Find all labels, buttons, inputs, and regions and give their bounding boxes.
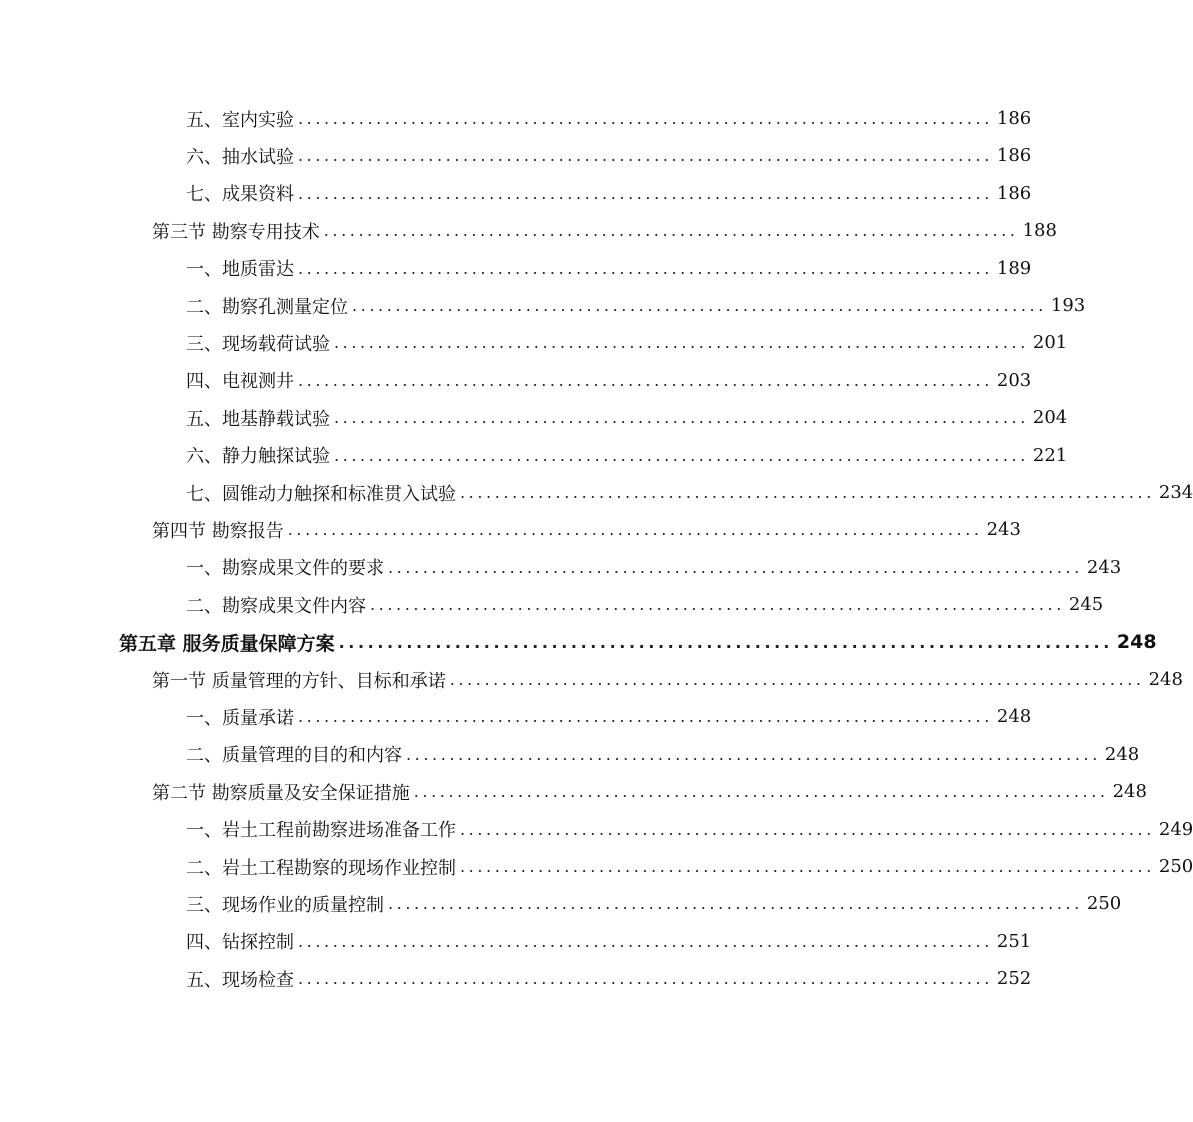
toc-leader-dots: ................................................................................ [298, 146, 993, 166]
toc-subsection-entry [186, 811, 1193, 848]
toc-entry-label: 五、室内实验 [186, 109, 294, 131]
toc-entry-label: 一、岩土工程前勘察进场准备工作 [186, 820, 456, 842]
toc-entry-label: 一、质量承诺 [186, 707, 294, 729]
toc-entry-page: 234 [1158, 482, 1193, 503]
toc-entry-label: 第四节 勘察报告 [152, 520, 284, 542]
toc-subsection-entry [186, 137, 1032, 174]
toc-entry-page: 248 [1104, 743, 1140, 765]
toc-entry-page: 186 [996, 182, 1032, 204]
toc-entry-page: 248 [996, 706, 1032, 728]
toc-entry-page: 250 [1158, 856, 1193, 877]
toc-entry-page: 204 [1032, 407, 1068, 429]
toc-section-entry [152, 661, 1183, 698]
toc-leader-dots: ................................................................................ [449, 670, 1145, 689]
toc-subsection-entry [186, 324, 1068, 361]
toc-leader-dots: ................................................................................ [406, 744, 1101, 764]
toc-subsection-entry [186, 960, 1032, 997]
toc-subsection-entry [186, 474, 1193, 511]
toc-leader-dots: ................................................................................ [338, 632, 1113, 652]
toc-entry-page: 245 [1068, 594, 1104, 616]
toc-entry-page: 221 [1032, 444, 1068, 466]
toc-leader-dots: ................................................................................ [298, 931, 993, 951]
toc-entry-label: 一、地质雷达 [186, 259, 294, 281]
toc-subsection-entry [186, 923, 1032, 960]
toc-subsection-entry [186, 885, 1122, 922]
toc-entry-label: 第五章 服务质量保障方案 [119, 632, 335, 655]
toc-entry-label: 一、勘察成果文件的要求 [186, 558, 384, 580]
toc-entry-label: 第一节 质量管理的方针、目标和承诺 [152, 670, 446, 692]
toc-entry-label: 三、现场作业的质量控制 [186, 894, 384, 916]
toc-subsection-entry [186, 287, 1086, 324]
toc-entry-label: 四、电视测井 [186, 371, 294, 393]
toc-leader-dots: ................................................................................ [287, 520, 983, 540]
toc-entry-label: 二、勘察孔测量定位 [186, 296, 348, 318]
toc-entry-label: 四、钻探控制 [186, 932, 294, 954]
toc-leader-dots: ................................................................................ [460, 819, 1155, 839]
toc-entry-page: 189 [996, 257, 1032, 279]
toc-entry-page: 250 [1086, 893, 1122, 915]
toc-entry-page: 186 [996, 108, 1032, 129]
toc-leader-dots: ................................................................................ [334, 333, 1029, 353]
toc-entry-label: 二、岩土工程勘察的现场作业控制 [186, 857, 456, 879]
toc-entry-page: 193 [1050, 295, 1086, 316]
toc-leader-dots: ................................................................................ [388, 557, 1083, 577]
toc-subsection-entry [186, 698, 1032, 735]
toc-leader-dots: ................................................................................ [298, 258, 993, 278]
toc-entry-label: 五、现场检查 [186, 969, 294, 991]
toc-leader-dots: ................................................................................ [323, 221, 1019, 241]
toc-leader-dots: ................................................................................ [370, 595, 1065, 615]
toc-leader-dots: ................................................................................ [460, 483, 1155, 502]
toc-leader-dots: ................................................................................ [298, 183, 993, 203]
toc-entry-label: 六、抽水试验 [186, 146, 294, 168]
toc-subsection-entry [186, 549, 1122, 586]
toc-entry-label: 七、圆锥动力触探和标准贯入试验 [186, 483, 456, 505]
toc-leader-dots: ................................................................................ [460, 857, 1155, 876]
toc-leader-dots: ................................................................................ [352, 296, 1047, 315]
toc-entry-page: 243 [1086, 556, 1122, 578]
toc-subsection-entry [186, 362, 1032, 399]
toc-leader-dots: ................................................................................ [298, 707, 993, 727]
toc-entry-page: 186 [996, 145, 1032, 167]
toc-leader-dots: ................................................................................ [298, 370, 993, 390]
toc-entry-label: 二、质量管理的目的和内容 [186, 745, 402, 767]
toc-entry-page: 251 [996, 930, 1032, 952]
toc-leader-dots: ................................................................................ [298, 969, 993, 989]
toc-entry-page: 201 [1032, 332, 1068, 354]
toc-entry-label: 第三节 勘察专用技术 [152, 221, 320, 243]
toc-leader-dots: ................................................................................ [334, 408, 1029, 428]
toc-leader-dots: ................................................................................ [298, 109, 993, 128]
toc-subsection-entry [186, 736, 1140, 773]
toc-section-entry [152, 511, 1021, 548]
toc-section-entry [152, 212, 1057, 249]
toc-subsection-entry [186, 175, 1032, 212]
toc-leader-dots: ................................................................................ [413, 782, 1109, 802]
toc-entry-page: 248 [1148, 669, 1183, 690]
toc-subsection-entry [186, 848, 1193, 885]
toc-subsection-entry [186, 437, 1068, 474]
toc-entry-page: 248 [1116, 631, 1157, 654]
toc-entry-page: 252 [996, 968, 1032, 990]
toc-entry-label: 第二节 勘察质量及安全保证措施 [152, 782, 410, 804]
toc-subsection-entry [186, 586, 1104, 623]
toc-entry-label: 六、静力触探试验 [186, 446, 330, 468]
toc-subsection-entry [186, 250, 1032, 287]
toc-subsection-entry [186, 399, 1068, 436]
toc-entry-page: 249 [1158, 818, 1193, 840]
toc-leader-dots: ................................................................................ [334, 445, 1029, 465]
toc-leader-dots: ................................................................................ [388, 894, 1083, 914]
toc-entry-label: 七、成果资料 [186, 184, 294, 206]
toc-entry-page: 243 [986, 519, 1021, 541]
toc-entry-label: 五、地基静载试验 [186, 408, 330, 430]
toc-subsection-entry [186, 100, 1032, 137]
toc-chapter-entry [119, 624, 1157, 661]
toc-entry-page: 203 [996, 369, 1032, 391]
toc-section-entry [152, 773, 1147, 810]
toc-entry-page: 248 [1112, 781, 1147, 803]
toc-entry-page: 188 [1022, 220, 1057, 242]
toc-entry-label: 二、勘察成果文件内容 [186, 595, 366, 617]
toc-entry-label: 三、现场载荷试验 [186, 333, 330, 355]
